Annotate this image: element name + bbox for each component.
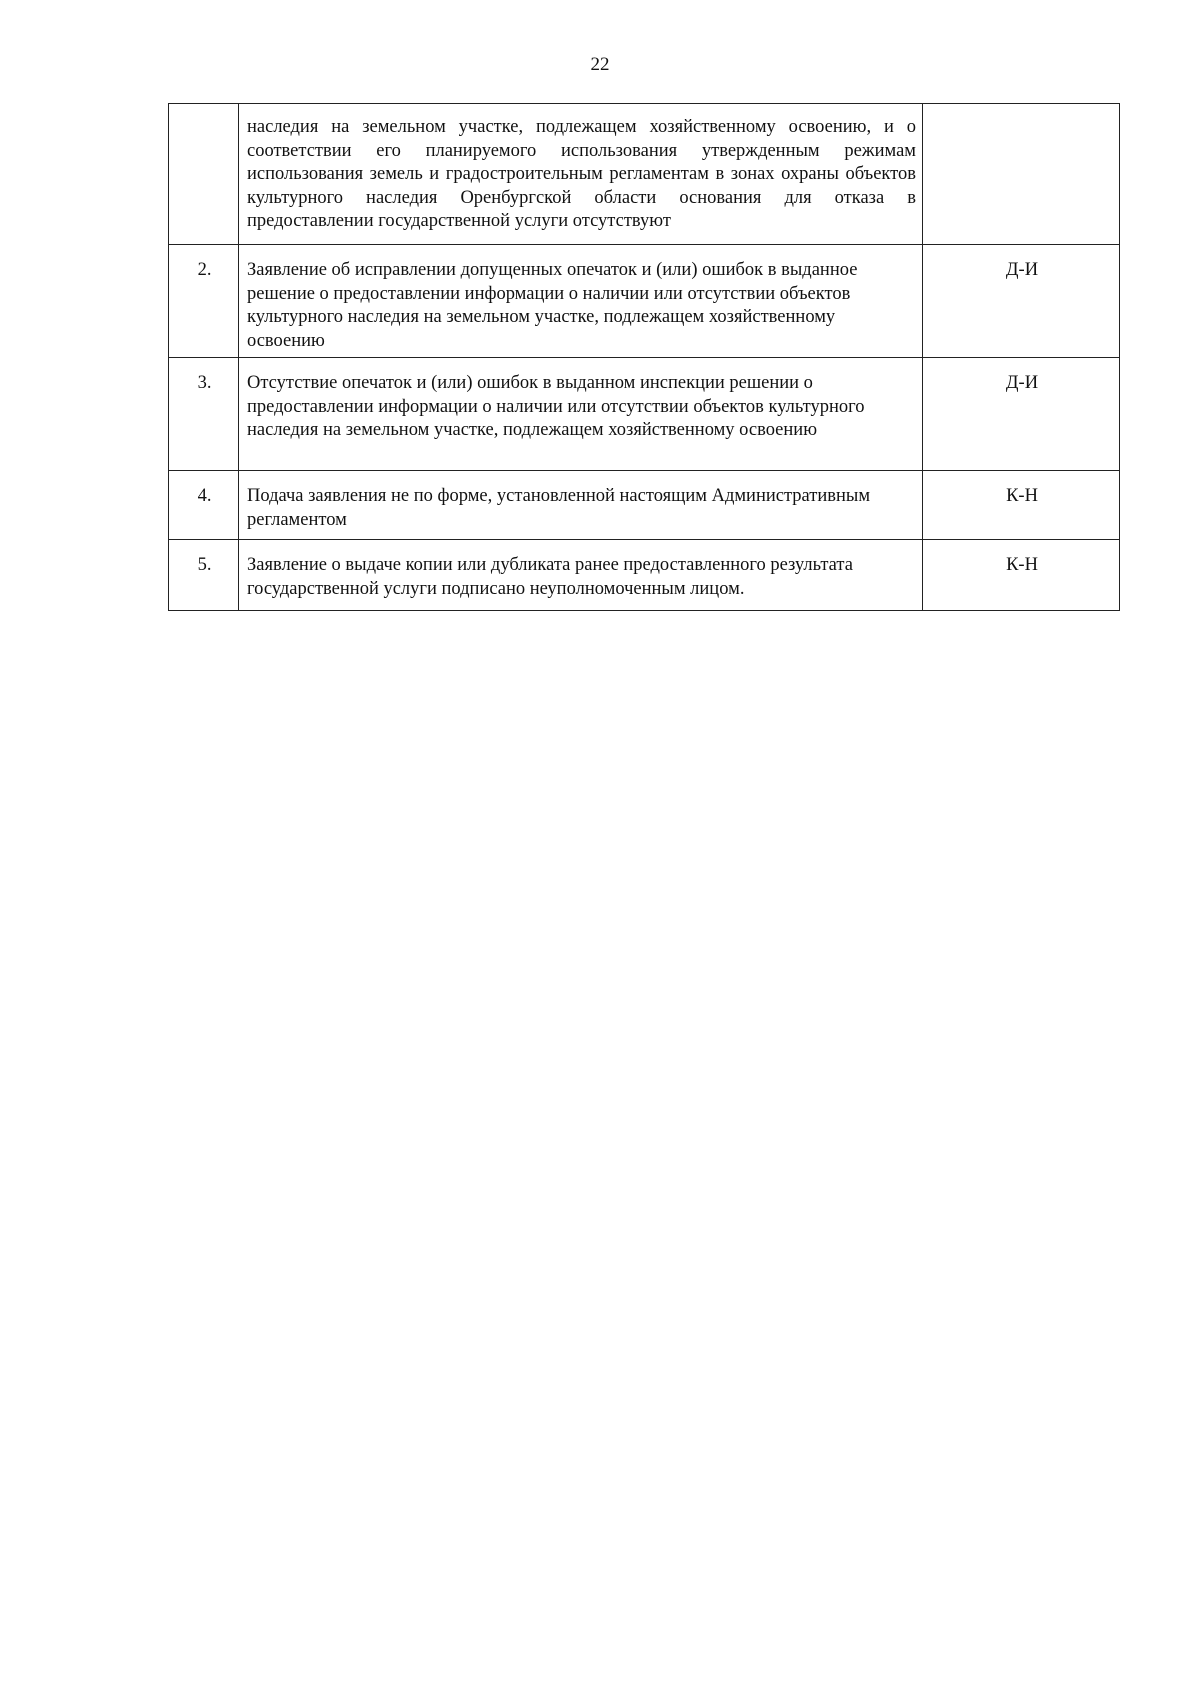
table-row	[169, 358, 1120, 471]
row-code: К-Н	[923, 540, 1120, 611]
row-text: наследия на земельном участке, подлежащем хозяйственному освоению, и о соответствии его планируемого использования утвержденным режимам использования земель и градостроительным регламентам в зонах охраны объектов культурного наследия Оренбургской области основания для отказа в предоставлении государственной услуги отсутствуют	[239, 104, 923, 245]
table-row	[169, 471, 1120, 540]
row-text: Заявление об исправлении допущенных опечаток и (или) ошибок в выданное решение о предоставлении информации о наличии или отсутствии объектов культурного наследия на земельном участке, подлежащем хозяйственному освоению	[239, 245, 923, 358]
row-code	[923, 104, 1120, 245]
row-text: Подача заявления не по форме, установленной настоящим Административным регламентом	[239, 471, 923, 540]
row-number: 4.	[169, 471, 239, 540]
table-row	[169, 540, 1120, 611]
table-row	[169, 245, 1120, 358]
row-code: Д-И	[923, 245, 1120, 358]
row-number: 2.	[169, 245, 239, 358]
row-text: Заявление о выдаче копии или дубликата ранее предоставленного результата государственной услуги подписано неуполномоченным лицом.	[239, 540, 923, 611]
page-number: 22	[590, 54, 610, 75]
row-number: 3.	[169, 358, 239, 471]
row-number: 5.	[169, 540, 239, 611]
row-code: К-Н	[923, 471, 1120, 540]
grounds-table	[168, 103, 1120, 611]
row-text: Отсутствие опечаток и (или) ошибок в выданном инспекции решении о предоставлении информации о наличии или отсутствии объектов культурного наследия на земельном участке, подлежащем хозяйственному освоению	[239, 358, 923, 471]
row-code: Д-И	[923, 358, 1120, 471]
table-row	[169, 104, 1120, 245]
row-number	[169, 104, 239, 245]
